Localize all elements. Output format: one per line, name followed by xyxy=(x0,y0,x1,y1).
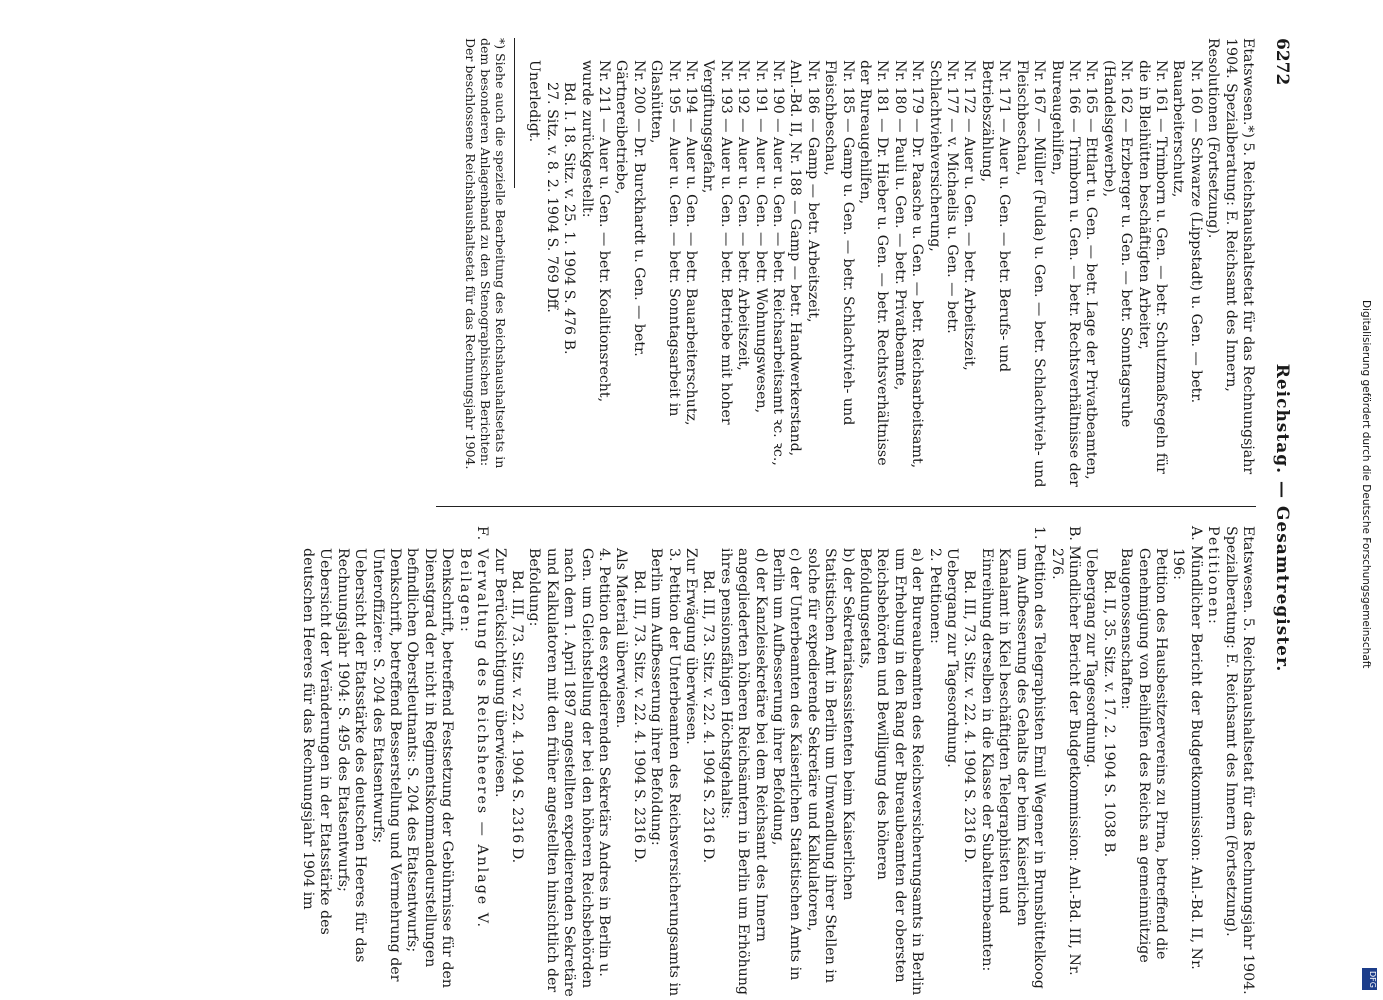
resolution-entry: Nr. 171 — Auer u. Gen. — betr. Berufs- und Betriebszählung, xyxy=(978,60,1013,373)
resolution-entry: Nr. 190 — Auer u. Gen. — betr. Reichsarbeitsamt ꝛc. ꝛc., xyxy=(770,60,787,466)
b-item-1: 1. Petition des Telegraphisten Emil Wegener in Brunsbüttelkoog um Aufbesserung des Gehalts der beim Kaiserlichen Kanalamt in Kiel beschäftigten Telegraphisten und Einreihung derselben in die Klasse der Subalternbeamten: xyxy=(978,526,1048,989)
left-lead: Etatswesen.*) 5. Reichshaushaltsetat für das Rechnungsjahr 1904. Spezialberatung: E. Reichsamt des Innern, Resolutionen (Fortsetzung). xyxy=(1205,38,1256,475)
beilage-1: Denkschrift, betreffend Festsetzung der Gebührnisse für den Dienstgrad der nicht in Regimentskommandeurstellungen befindlichen Oberstleutnants: S. 204 des Etatsentwurfs; xyxy=(404,548,456,988)
b-item-4-ref: Bd. III, 73. Sitz. v. 22. 4. 1904 S. 2316 D. xyxy=(508,570,525,864)
section-f-label: F. Verwaltung des Reichsheeres — Anlage V. xyxy=(474,526,491,929)
left-entries xyxy=(595,38,1204,488)
b-item-1-result: Uebergang zur Tagesordnung. xyxy=(944,548,961,768)
column-divider xyxy=(436,506,1256,507)
resolution-entry: Nr. 172 — Auer u. Gen. — betr. Arbeitszeit, xyxy=(961,60,978,371)
resolution-entry: Nr. 177 — v. Michaelis u. Gen. — betr. Schlachtviehversicherung, xyxy=(926,60,961,334)
dfg-logo: DFG xyxy=(1362,968,1377,990)
status-unerledigt: Unerledigt. xyxy=(526,60,543,143)
beilagen-label: Beilagen: xyxy=(456,548,473,634)
b-item-3: 3. Petition der Unterbeamten des Reichsversicherungsamts in Berlin um Aufbesserung ihrer Befoldung: xyxy=(648,548,682,997)
resolution-entry: Nr. 194 — Auer u. Gen. — betr. Bauarbeiterschutz, xyxy=(683,60,699,426)
resolution-entry: Nr. 180 — Pauli u. Gen. — betr. Privatbeamte, xyxy=(891,60,908,391)
footnote: *) Siehe auch die spezielle Bearbeitung des Reichshaushaltsetats in dem besonderen Anlagenband zu den Stenographischen Berichten: Der beschlossene Reichshaushaltsetat für das Rechnungsjahr 1904. xyxy=(462,38,508,470)
section-b-label: B. Mündlicher Bericht der Budgetkommission: Anl.-Bd. III, Nr. 276. xyxy=(1048,526,1082,976)
closing-line: Bd. I. 18. Sitz. v. 25. 1. 1904 S. 476 B. xyxy=(561,82,578,355)
section-a-ref: Bd. II, 35. Sitz. v. 17. 2. 1904 S. 1038 B. xyxy=(1100,570,1117,858)
resolution-entry: Nr. 162 — Erzberger u. Gen. — betr. Sonntagsruhe (Handelsgewerbe), xyxy=(1100,60,1135,428)
b-item-1-ref: Bd. III, 73. Sitz. v. 22. 4. 1904 S. 2316 D. xyxy=(961,570,978,864)
beilage-2: Denkschrift, betreffend Besserstellung und Vermehrung der Unteroffiziere: S. 204 des Etatsentwurfs; xyxy=(369,548,404,982)
page-header xyxy=(1266,38,1292,998)
closing-line: wurde zurückgestellt: xyxy=(578,60,595,218)
resolution-entry: Nr. 191 — Auer u. Gen. — betr. Wohnungswesen, xyxy=(752,60,769,414)
resolution-entry: Nr. 185 — Gamp u. Gen. — betr. Schlachtvieh- und Fleischbeschau, xyxy=(822,60,856,426)
closing-line: 27. Sitz. v. 8. 2. 1904 S. 769 Dff. xyxy=(543,82,560,313)
resolution-entry: Nr. 211 — Auer u. Gen. — betr. Koalitionsrecht, xyxy=(595,60,612,403)
footnote-rule xyxy=(514,38,515,188)
resolution-entry: Nr. 167 — Müller (Fulda) u. Gen. — betr. Schlachtvieh- und Fleischbeschau, xyxy=(1013,60,1048,488)
right-lead: Etatswesen. 5. Reichshaushaltsetat für das Rechnungsjahr 1904. Spezialberatung: E. Reichsamt des Innern (Fortsetzung). xyxy=(1222,526,1256,995)
b-item-2c: c) der Unterbeamten des Kaiserlichen Statistischen Amts in Berlin um Aufbesserung ihrer Befoldung, xyxy=(770,548,804,981)
b-item-2d-ref: Bd. III, 73. Sitz. v. 22. 4. 1904 S. 2316 D. xyxy=(700,570,717,864)
digitization-credit: Digitalisierung gefördert durch die Deutsche Forschungsgemeinschaft xyxy=(1360,300,1372,669)
section-a-label: A. Mündlicher Bericht der Budgetkommission: Anl.-Bd. II, Nr. 196: xyxy=(1170,526,1204,970)
resolution-entry: Nr. 166 — Trimborn u. Gen. — betr. Rechtsverhältnisse der Bureaugehilfen, xyxy=(1048,60,1082,487)
resolution-entry: Nr. 160 — Schwarze (Lippstadt) u. Gen. — betr. Bauarbeiterschutz, xyxy=(1170,60,1204,404)
resolution-entry: Anl.-Bd. II, Nr. 188 — Gamp — betr. Handwerkerstand, xyxy=(787,60,804,457)
b-item-4: 4. Petition des expedierenden Sekretärs Andres in Berlin u. Gen. um Gleichstellung der bei den höheren Reichsbehörden nach dem 1. April 1897 angestellten expedierenden Sekretäre und Kalkulatoren mit den früher angestellten hinsichtlich der Befoldung: xyxy=(526,548,612,997)
resolution-entry: Nr. 200 — Dr. Burckhardt u. Gen. — betr. Gärtnereibetriebe, xyxy=(613,60,647,357)
resolution-entry: Nr. 192 — Auer u. Gen. — betr. Arbeitszeit, xyxy=(735,60,752,371)
resolution-entry: Nr. 181 — Dr. Hieber u. Gen. — betr. Rechtsverhältnisse der Bureaugehilfen, xyxy=(857,60,891,466)
right-column xyxy=(299,526,1256,998)
petitionen-label: Petitionen: xyxy=(1205,526,1222,626)
resolution-entry: Nr. 186 — Gamp — betr. Arbeitszeit, xyxy=(804,60,821,323)
b-item-2d: d) der Kanzleisekretäre bei dem Reichsamt des Innern angegliederten höheren Reichsämtern in Berlin um Erhöhung ihres pensionsfähigen Höchstgehalts: xyxy=(717,548,769,996)
beilage-3: Uebersicht der Etatsstärke des deutschen Heeres für das Rechnungsjahr 1904: S. 495 des Etatsentwurfs; xyxy=(334,548,369,963)
b-item-3-ref: Bd. III, 73. Sitz. v. 22. 4. 1904 S. 2316 D. xyxy=(630,570,647,864)
resolution-entry: Nr. 165 — Ettlart u. Gen. — betr. Lage der Privatbeamten, xyxy=(1083,60,1100,480)
resolution-entry: Nr. 193 — Auer u. Gen. — betr. Betriebe mit hoher Vergiftungsgefahr, xyxy=(700,60,734,425)
b-item-4-result: Zur Berücksichtigung überwiesen. xyxy=(491,548,508,798)
b-item-2: 2. Petitionen: xyxy=(926,548,943,644)
section-a-text: Petition des Hausbesitzervereins zu Pirna, betreffend die Genehmigung von Beihilfen des Reichs an gemeinnützige Baugenossenschaften: xyxy=(1118,548,1169,963)
running-title: Reichstag. — Gesamtregister. xyxy=(1272,363,1292,673)
resolution-entry: Nr. 195 — Auer u. Gen. — betr. Sonntagsarbeit in Glashütten, xyxy=(648,60,682,417)
b-item-2a: a) der Bureaubeamten des Reichsversicherungsamts in Berlin um Erhebung in den Rang der Bureaubeamten der obersten Reichsbehörden und Bewilligung des höheren Befoldungsetats, xyxy=(857,548,926,996)
resolution-entry: Nr. 161 — Trimborn u. Gen. — betr. Schutzmaßregeln für die in Bleihütten beschäftigten Arbeiter, xyxy=(1135,60,1169,474)
resolution-entry: Nr. 179 — Dr. Paasche u. Gen. — betr. Reichsarbeitsamt, xyxy=(909,60,926,469)
b-item-2d-result: Zur Erwägung überwiesen. xyxy=(683,548,699,745)
document-page xyxy=(62,38,1292,998)
page-number: 6272 xyxy=(1272,38,1292,86)
section-a-result: Uebergang zur Tagesordnung. xyxy=(1083,548,1100,768)
left-column xyxy=(463,38,1256,488)
b-item-2b: b) der Sekretariatsassistenten beim Kaiserlichen Statistischen Amt in Berlin um Umwandlung ihrer Stellen in solche für expedierende Sekretäre und Kalkulatoren, xyxy=(804,548,856,983)
b-item-3-result: Als Material überwiesen. xyxy=(613,548,630,729)
beilage-4: Uebersicht der Veränderungen in der Etatsstärke des deutschen Heeres für das Rechnungsjahr 1904 im xyxy=(300,548,334,935)
